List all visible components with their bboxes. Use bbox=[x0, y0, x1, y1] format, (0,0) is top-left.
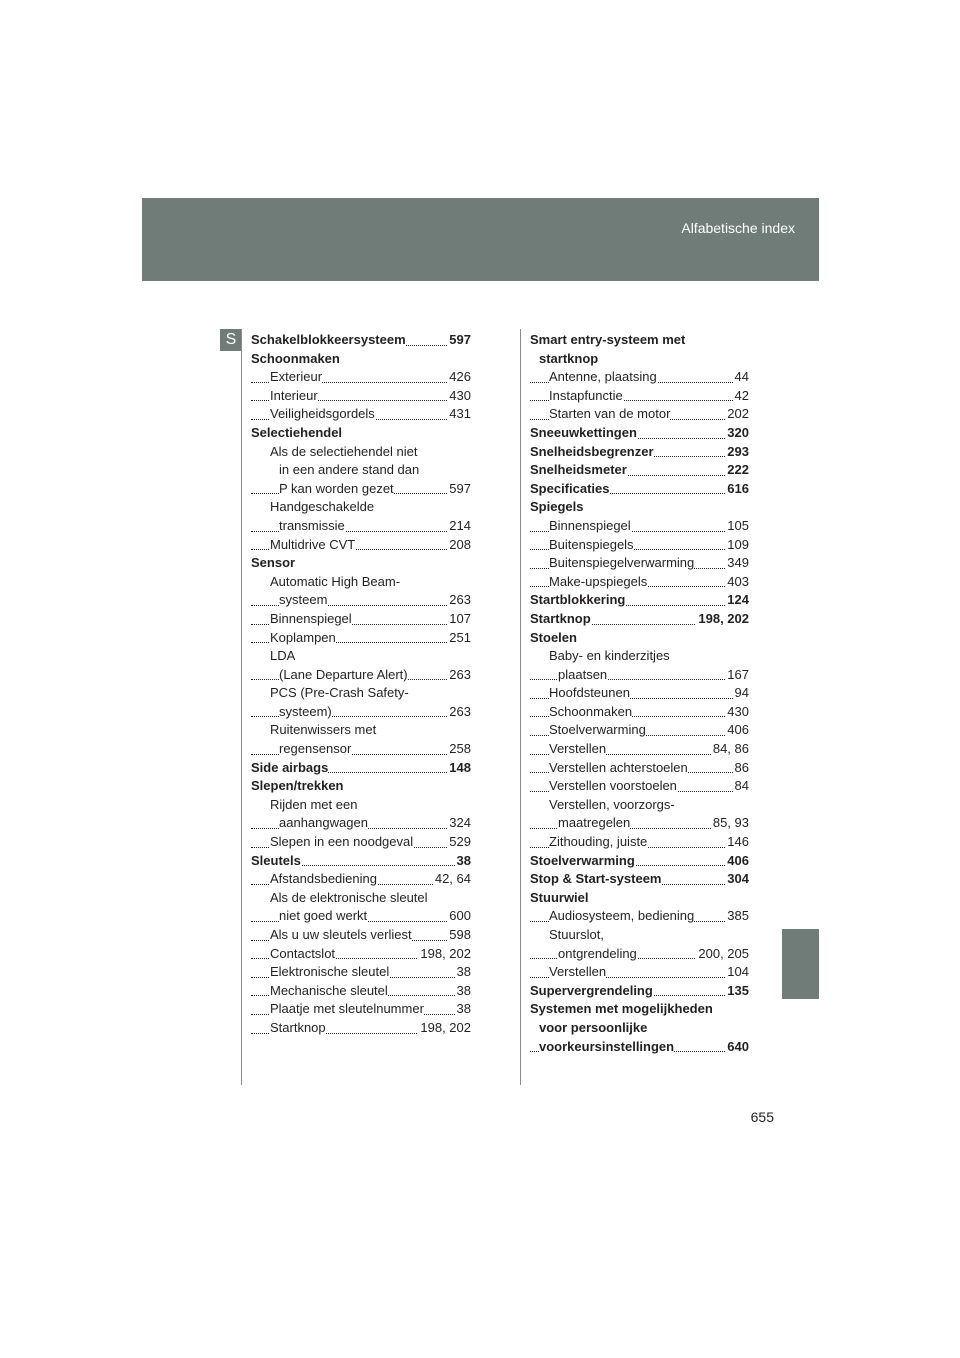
index-entry-term: voorkeursinstellingen bbox=[539, 1038, 675, 1054]
index-entry bbox=[530, 480, 749, 499]
index-entry-page: 304 bbox=[725, 870, 749, 889]
index-entry-page: 42, 64 bbox=[433, 870, 471, 889]
index-entry-page: 38 bbox=[455, 963, 471, 982]
index-column-2 bbox=[530, 331, 749, 1056]
index-entry-term: voor persoonlijke bbox=[539, 1019, 648, 1035]
index-entry-page: 385 bbox=[725, 907, 749, 926]
index-entry-page: 251 bbox=[447, 629, 471, 648]
index-entry-term: regensensor bbox=[279, 741, 352, 757]
index-entry-page: 38 bbox=[455, 852, 471, 871]
index-entry-page: 208 bbox=[447, 536, 471, 555]
index-entry-term: Systemen met mogelijkheden bbox=[530, 1001, 713, 1017]
index-entry-term: Ruitenwissers met bbox=[270, 722, 377, 738]
index-entry-page: 107 bbox=[447, 610, 471, 629]
index-entry-term: PCS (Pre-Crash Safety- bbox=[270, 685, 409, 701]
index-entry-page: 105 bbox=[725, 517, 749, 536]
index-entry bbox=[251, 461, 471, 480]
index-entry-term: Contactslot bbox=[270, 945, 336, 961]
index-entry-page: 640 bbox=[725, 1038, 749, 1057]
index-entry bbox=[530, 982, 749, 1001]
index-entry bbox=[530, 647, 749, 666]
index-entry bbox=[251, 907, 471, 926]
index-entry bbox=[251, 480, 471, 499]
index-entry bbox=[251, 368, 471, 387]
index-entry bbox=[251, 536, 471, 555]
index-entry-page: 200, 205 bbox=[696, 945, 749, 964]
index-entry bbox=[251, 424, 471, 443]
index-entry bbox=[251, 926, 471, 945]
index-entry-term: Snelheidsmeter bbox=[530, 462, 627, 478]
index-entry bbox=[251, 759, 471, 778]
index-entry-page: 349 bbox=[725, 554, 749, 573]
index-entry-page: 109 bbox=[725, 536, 749, 555]
index-entry bbox=[530, 814, 749, 833]
index-entry-term: Starten van de motor bbox=[549, 406, 671, 422]
index-entry-term: Startknop bbox=[270, 1019, 326, 1035]
index-entry-page: 597 bbox=[447, 331, 471, 350]
index-entry-page: 600 bbox=[447, 907, 471, 926]
index-entry-term: Plaatje met sleutelnummer bbox=[270, 1001, 424, 1017]
index-entry-term: in een andere stand dan bbox=[279, 462, 420, 478]
index-entry-term: Audiosysteem, bediening bbox=[549, 908, 695, 924]
index-entry-page: 202 bbox=[725, 405, 749, 424]
index-entry-page: 426 bbox=[447, 368, 471, 387]
index-entry-page: 598 bbox=[447, 926, 471, 945]
index-entry-term: Binnenspiegel bbox=[270, 610, 352, 626]
index-entry bbox=[251, 889, 471, 908]
index-entry-term: Stoelverwarming bbox=[530, 852, 635, 868]
index-entry-term: LDA bbox=[270, 648, 296, 664]
index-entry bbox=[530, 554, 749, 573]
index-entry bbox=[251, 814, 471, 833]
index-entry-page: 263 bbox=[447, 666, 471, 685]
index-entry-page: 430 bbox=[725, 703, 749, 722]
index-entry-page: 94 bbox=[733, 684, 749, 703]
index-entry-page: 293 bbox=[725, 443, 749, 462]
index-entry bbox=[530, 833, 749, 852]
index-entry-term: Baby- en kinderzitjes bbox=[549, 648, 670, 664]
index-entry-term: Sneeuwkettingen bbox=[530, 424, 637, 440]
index-entry-page: 214 bbox=[447, 517, 471, 536]
index-entry-term: systeem bbox=[279, 592, 328, 608]
index-entry-page: 38 bbox=[455, 982, 471, 1001]
index-entry bbox=[251, 740, 471, 759]
index-entry-term: Als de selectiehendel niet bbox=[270, 443, 418, 459]
index-entry bbox=[530, 796, 749, 815]
index-entry-term: Verstellen bbox=[549, 964, 607, 980]
index-entry bbox=[251, 1019, 471, 1038]
index-entry-term: Exterieur bbox=[270, 369, 323, 385]
index-entry-page: 431 bbox=[447, 405, 471, 424]
index-entry-term: Startknop bbox=[530, 610, 591, 626]
index-entry bbox=[530, 498, 749, 517]
index-entry-term: Startblokkering bbox=[530, 592, 626, 608]
index-entry-page: 263 bbox=[447, 591, 471, 610]
index-entry bbox=[251, 517, 471, 536]
index-entry-term: Schakelblokkeersysteem bbox=[251, 332, 406, 347]
index-entry-term: Rijden met een bbox=[270, 796, 358, 812]
index-entry bbox=[530, 907, 749, 926]
index-entry-page: 148 bbox=[447, 759, 471, 778]
index-entry bbox=[530, 1000, 749, 1019]
index-entry-page: 38 bbox=[455, 1000, 471, 1019]
index-entry bbox=[530, 610, 749, 629]
chapter-side-tab bbox=[782, 929, 819, 999]
index-entry bbox=[251, 647, 471, 666]
section-title: Alfabetische index bbox=[681, 220, 795, 236]
index-entry-term: Multidrive CVT bbox=[270, 536, 356, 552]
index-entry-page: 84 bbox=[733, 777, 749, 796]
index-entry-page: 84, 86 bbox=[711, 740, 749, 759]
page-number: 655 bbox=[750, 1109, 774, 1125]
index-entry bbox=[530, 926, 749, 945]
index-entry-term: Side airbags bbox=[251, 759, 329, 775]
index-entry-term: plaatsen bbox=[558, 666, 608, 682]
index-entry bbox=[530, 573, 749, 592]
index-entry bbox=[251, 777, 471, 796]
index-entry-term: Instapfunctie bbox=[549, 387, 623, 403]
index-entry bbox=[251, 963, 471, 982]
index-entry-page: 86 bbox=[733, 759, 749, 778]
index-entry bbox=[530, 629, 749, 648]
index-entry bbox=[530, 405, 749, 424]
index-entry-term: Slepen/trekken bbox=[251, 778, 344, 794]
index-entry bbox=[251, 796, 471, 815]
index-entry-term: startknop bbox=[539, 350, 599, 366]
index-entry bbox=[530, 759, 749, 778]
index-entry-term: Stoelverwarming bbox=[549, 722, 646, 738]
index-entry bbox=[251, 387, 471, 406]
index-entry bbox=[251, 852, 471, 871]
index-entry-term: ontgrendeling bbox=[558, 945, 637, 961]
index-entry-term: Verstellen, voorzorgs- bbox=[549, 796, 675, 812]
index-entry-term: Stoelen bbox=[530, 629, 577, 645]
index-entry-term: Verstellen achterstoelen bbox=[549, 759, 688, 775]
index-entry-term: Hoofdsteunen bbox=[549, 685, 630, 701]
index-entry bbox=[251, 554, 471, 573]
index-entry bbox=[530, 1019, 749, 1038]
index-entry-term: Als de elektronische sleutel bbox=[270, 889, 428, 905]
index-entry-page: 320 bbox=[725, 424, 749, 443]
index-entry bbox=[530, 461, 749, 480]
index-entry-term: Slepen in een noodgeval bbox=[270, 834, 414, 850]
index-entry-term: Als u uw sleutels verliest bbox=[270, 927, 412, 942]
index-entry bbox=[251, 350, 471, 369]
index-entry-term: Smart entry-systeem met bbox=[530, 332, 686, 347]
index-entry-term: systeem) bbox=[279, 703, 332, 719]
index-entry-term: Zithouding, juiste bbox=[549, 834, 648, 850]
index-entry-page: 104 bbox=[725, 963, 749, 982]
index-entry-term: Snelheidsbegrenzer bbox=[530, 443, 654, 459]
index-entry-term: Schoonmaken bbox=[251, 350, 340, 366]
index-entry-term: Verstellen voorstoelen bbox=[549, 778, 677, 794]
index-entry bbox=[530, 350, 749, 369]
index-entry-term: Supervergrendeling bbox=[530, 982, 653, 998]
index-entry bbox=[530, 740, 749, 759]
index-entry-term: Mechanische sleutel bbox=[270, 982, 388, 998]
index-entry-term: Handgeschakelde bbox=[270, 499, 375, 515]
index-entry-term: Buitenspiegelverwarming bbox=[549, 555, 695, 571]
index-entry-term: Binnenspiegel bbox=[549, 517, 631, 533]
index-entry-term: Antenne, plaatsing bbox=[549, 369, 657, 385]
index-entry-page: 135 bbox=[725, 982, 749, 1001]
index-entry-page: 222 bbox=[725, 461, 749, 480]
index-entry-page: 198, 202 bbox=[418, 945, 471, 964]
index-entry bbox=[530, 1038, 749, 1057]
index-entry-page: 324 bbox=[447, 814, 471, 833]
index-entry bbox=[530, 517, 749, 536]
index-entry-term: niet goed werkt bbox=[279, 908, 368, 924]
index-entry bbox=[530, 889, 749, 908]
index-entry-page: 403 bbox=[725, 573, 749, 592]
column-divider-middle bbox=[520, 329, 521, 1085]
index-entry bbox=[251, 684, 471, 703]
index-entry bbox=[251, 443, 471, 462]
index-entry-term: Sensor bbox=[251, 555, 296, 571]
index-entry bbox=[251, 629, 471, 648]
index-entry-term: Sleutels bbox=[251, 852, 301, 868]
index-entry-page: 85, 93 bbox=[711, 814, 749, 833]
index-entry bbox=[530, 368, 749, 387]
index-entry-page: 529 bbox=[447, 833, 471, 852]
index-entry bbox=[530, 703, 749, 722]
index-entry-page: 42 bbox=[733, 387, 749, 406]
index-entry bbox=[251, 945, 471, 964]
column-divider-left bbox=[241, 329, 242, 1085]
index-entry-term: Make-upspiegels bbox=[549, 573, 648, 589]
index-entry bbox=[530, 684, 749, 703]
index-entry bbox=[530, 331, 749, 350]
index-entry bbox=[251, 405, 471, 424]
index-entry bbox=[251, 721, 471, 740]
header-bar bbox=[142, 198, 819, 281]
index-entry-term: Automatic High Beam- bbox=[270, 573, 401, 589]
index-entry-term: Stuurwiel bbox=[530, 889, 589, 905]
index-entry-term: aanhangwagen bbox=[279, 815, 368, 831]
index-entry-page: 616 bbox=[725, 480, 749, 499]
index-entry-term: maatregelen bbox=[558, 815, 631, 831]
index-entry-term: Stop & Start-systeem bbox=[530, 871, 662, 887]
index-entry bbox=[251, 666, 471, 685]
index-letter-tab: S bbox=[220, 329, 242, 351]
index-entry-term: Schoonmaken bbox=[549, 703, 633, 719]
index-entry bbox=[530, 721, 749, 740]
index-entry-term: Buitenspiegels bbox=[549, 536, 634, 552]
index-entry-term: Stuurslot, bbox=[549, 927, 604, 942]
index-entry-page: 146 bbox=[725, 833, 749, 852]
index-entry bbox=[251, 833, 471, 852]
index-entry-term: Selectiehendel bbox=[251, 424, 343, 440]
index-entry-term: P kan worden gezet bbox=[279, 480, 394, 496]
index-entry bbox=[251, 982, 471, 1001]
index-entry-term: Veiligheidsgordels bbox=[270, 406, 375, 422]
index-entry bbox=[530, 852, 749, 871]
index-entry-page: 124 bbox=[725, 591, 749, 610]
index-entry bbox=[251, 610, 471, 629]
index-column-1 bbox=[251, 331, 471, 1038]
index-entry-page: 597 bbox=[447, 480, 471, 499]
index-entry-page: 263 bbox=[447, 703, 471, 722]
index-entry-page: 198, 202 bbox=[418, 1019, 471, 1038]
index-entry-term: Afstandsbediening bbox=[270, 871, 377, 887]
index-entry bbox=[530, 387, 749, 406]
index-entry bbox=[530, 591, 749, 610]
index-entry-page: 406 bbox=[725, 852, 749, 871]
index-entry bbox=[530, 870, 749, 889]
index-entry bbox=[251, 870, 471, 889]
index-entry bbox=[530, 443, 749, 462]
index-entry-page: 167 bbox=[725, 666, 749, 685]
index-entry-term: Elektronische sleutel bbox=[270, 964, 390, 980]
index-entry-term: Spiegels bbox=[530, 499, 584, 515]
index-entry bbox=[251, 703, 471, 722]
index-entry bbox=[530, 424, 749, 443]
index-entry bbox=[530, 666, 749, 685]
index-entry-page: 44 bbox=[733, 368, 749, 387]
index-entry bbox=[251, 591, 471, 610]
index-entry-term: transmissie bbox=[279, 517, 345, 533]
index-entry bbox=[530, 536, 749, 555]
index-entry-page: 406 bbox=[725, 721, 749, 740]
index-entry-term: Specificaties bbox=[530, 480, 610, 496]
index-entry-term: Koplampen bbox=[270, 629, 336, 645]
index-entry-term: Verstellen bbox=[549, 741, 607, 757]
index-entry bbox=[530, 777, 749, 796]
index-entry-term: Interieur bbox=[270, 387, 318, 403]
index-entry-page: 430 bbox=[447, 387, 471, 406]
index-entry bbox=[530, 945, 749, 964]
index-entry bbox=[251, 573, 471, 592]
index-entry-page: 258 bbox=[447, 740, 471, 759]
index-entry bbox=[251, 331, 471, 350]
index-entry bbox=[251, 498, 471, 517]
index-entry bbox=[530, 963, 749, 982]
index-entry-term: (Lane Departure Alert) bbox=[279, 666, 408, 682]
index-entry bbox=[251, 1000, 471, 1019]
index-entry-page: 198, 202 bbox=[696, 610, 749, 629]
